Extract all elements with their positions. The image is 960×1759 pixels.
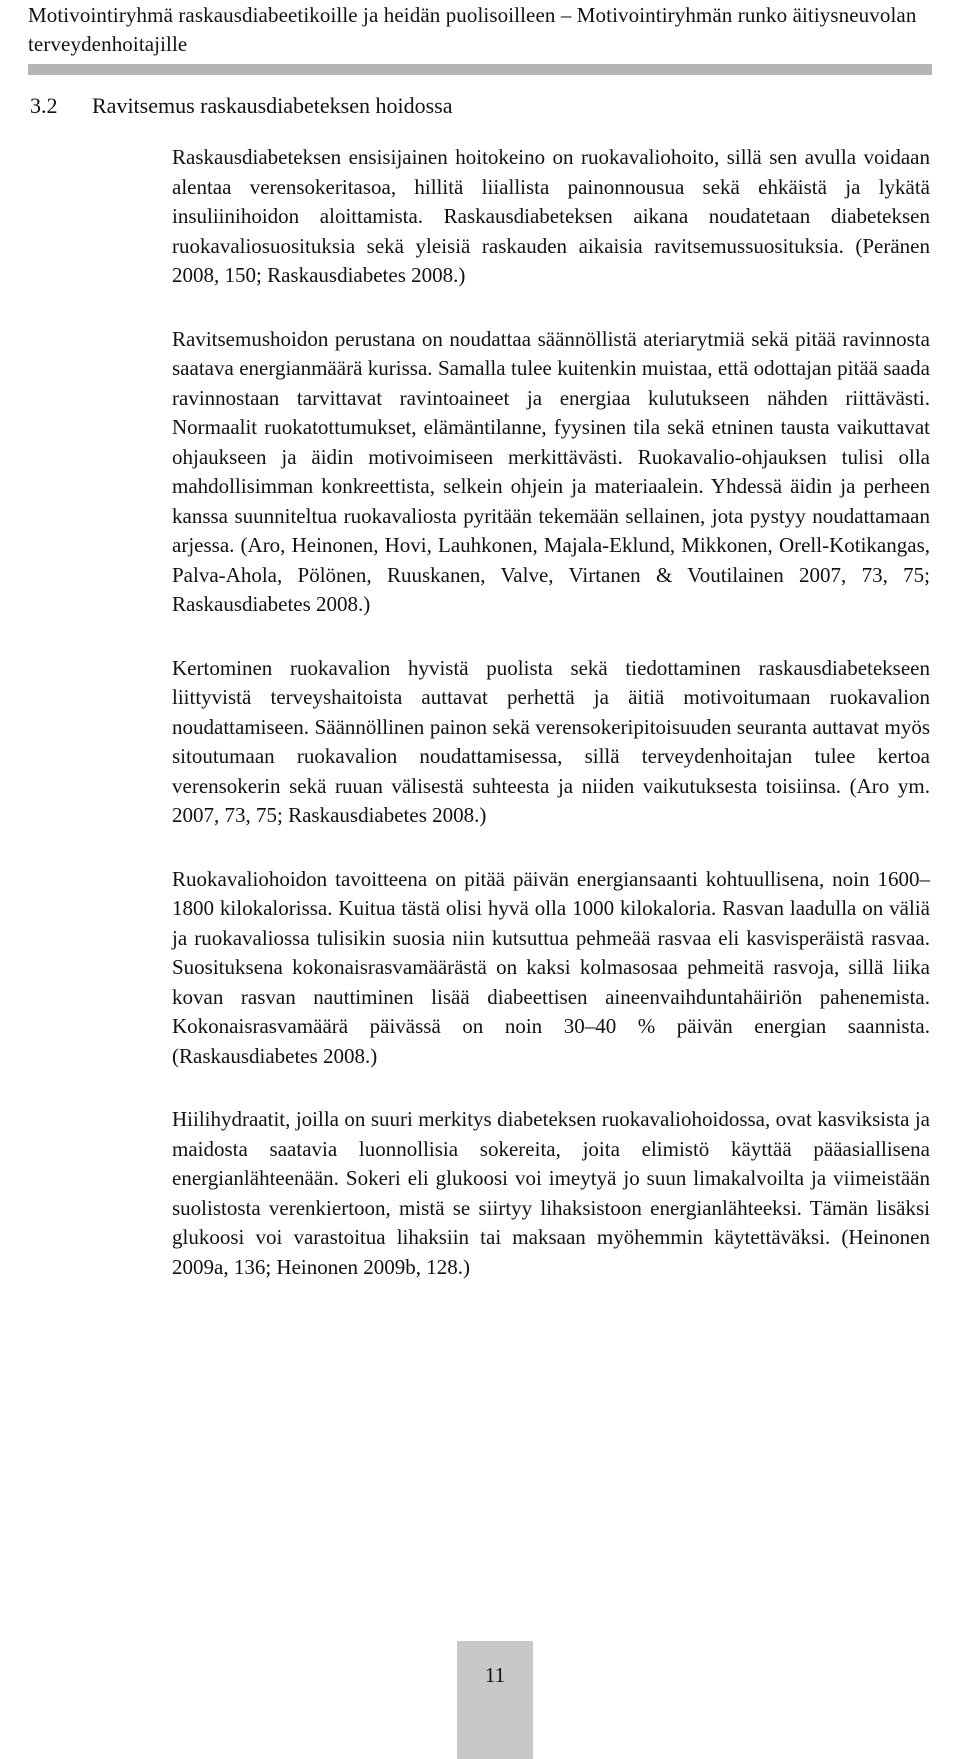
running-header: Motivointiryhmä raskausdiabeetikoille ja heidän puolisoilleen – Motivointiryhmän runko äitiysneuvolan terveydenhoitajille xyxy=(28,3,917,56)
paragraph: Hiilihydraatit, joilla on suuri merkitys diabeteksen ruokavaliohoidossa, ovat kasviksista ja maidosta saatavia luonnollisia sokereita, joita elimistö käyttää pääasiallisena energianlähteenään. Sokeri eli glukoosi voi imeytyä jo suun limakalvoilta ja viimeistään suolistosta verenkiertoon, mistä se siirtyy lihaksistoon energianlähteeksi. Tämän lisäksi glukoosi voi varastoitua lihaksiin tai maksaan myöhemmin käytettäväksi. (Heinonen 2009a, 136; Heinonen 2009b, 128.) xyxy=(172,1107,930,1279)
section-heading xyxy=(30,91,453,121)
section-number: 3.2 xyxy=(30,93,58,118)
paragraph: Ruokavaliohoidon tavoitteena on pitää päivän energiansaanti kohtuullisena, noin 1600–1800 kilokalorissa. Kuitua tästä olisi hyvä olla 1000 kilokaloria. Rasvan laadulla on väliä ja ruokavaliossa tulisikin suosia niin kutsuttua pehmeää rasvaa eli kasvisperäistä rasvaa. Suosituksena kokonaisrasvamäärästä on kaksi kolmasosaa pehmeitä rasvoja, sillä liika kovan rasvan nauttiminen lisää diabeettisen aineenvaihduntahäiriön pahenemista. Kokonaisrasvamäärä päivässä on noin 30–40 % päivän energian saannista. (Raskausdiabetes 2008.) xyxy=(172,866,930,1068)
paragraph: Kertominen ruokavalion hyvistä puolista sekä tiedottaminen raskausdiabetekseen liittyvistä terveyshaitoista auttavat perhettä ja äitiä motivoitumaan ruokavalion noudattamiseen. Säännöllinen painon sekä verensokeripitoisuuden seuranta auttavat myös sitoutumaan ruokavalion noudattamisessa, sillä terveydenhoitajan tulee kertoa verensokerin sekä ruuan välisestä suhteesta ja niiden vaikutuksesta toisiinsa. (Aro ym. 2007, 73, 75; Raskausdiabetes 2008.) xyxy=(172,655,930,827)
page-number: 11 xyxy=(484,1663,506,1687)
paragraph: Raskausdiabeteksen ensisijainen hoitokeino on ruokavaliohoito, sillä sen avulla voidaan alentaa verensokeritasoa, hillitä liiallista painonnousua sekä ehkäistä ja lykätä insuliinihoidon aloittamista. Raskausdiabeteksen aikana noudatetaan diabeteksen ruokavaliosuosituksia sekä yleisiä raskauden aikaisia ravitsemussuosituksia. (Peränen 2008, 150; Raskausdiabetes 2008.) xyxy=(172,145,930,287)
section-title: Ravitsemus raskausdiabeteksen hoidossa xyxy=(92,93,453,118)
header-rule xyxy=(28,64,932,75)
body-text xyxy=(172,143,930,1316)
paragraph: Ravitsemushoidon perustana on noudattaa säännöllistä ateriarytmiä sekä pitää ravinnosta saatava energianmäärä kurissa. Samalla tulee kuitenkin muistaa, että odottajan pitää saada ravinnostaan tarvittavat ravintoaineet ja energiaa kulutukseen nähden riittävästi. Normaalit ruokatottumukset, elämäntilanne, fyysinen tila sekä etninen tausta vaikuttavat ohjaukseen ja äidin motivoimiseen merkittävästi. Ruokavalio-ohjauksen tulisi olla mahdollisimman konkreettista, selkein ohjein ja materiaalein. Yhdessä äidin ja perheen kanssa suunniteltua ruokavaliosta pyritään tekemään sellainen, jota pystyy noudattamaan arjessa. (Aro, Heinonen, Hovi, Lauhkonen, Majala-Eklund, Mikkonen, Orell-Kotikangas, Palva-Ahola, Pölönen, Ruuskanen, Valve, Virtanen & Voutilainen 2007, 73, 75; Raskausdiabetes 2008.) xyxy=(172,326,930,616)
page-number-box xyxy=(457,1641,533,1759)
